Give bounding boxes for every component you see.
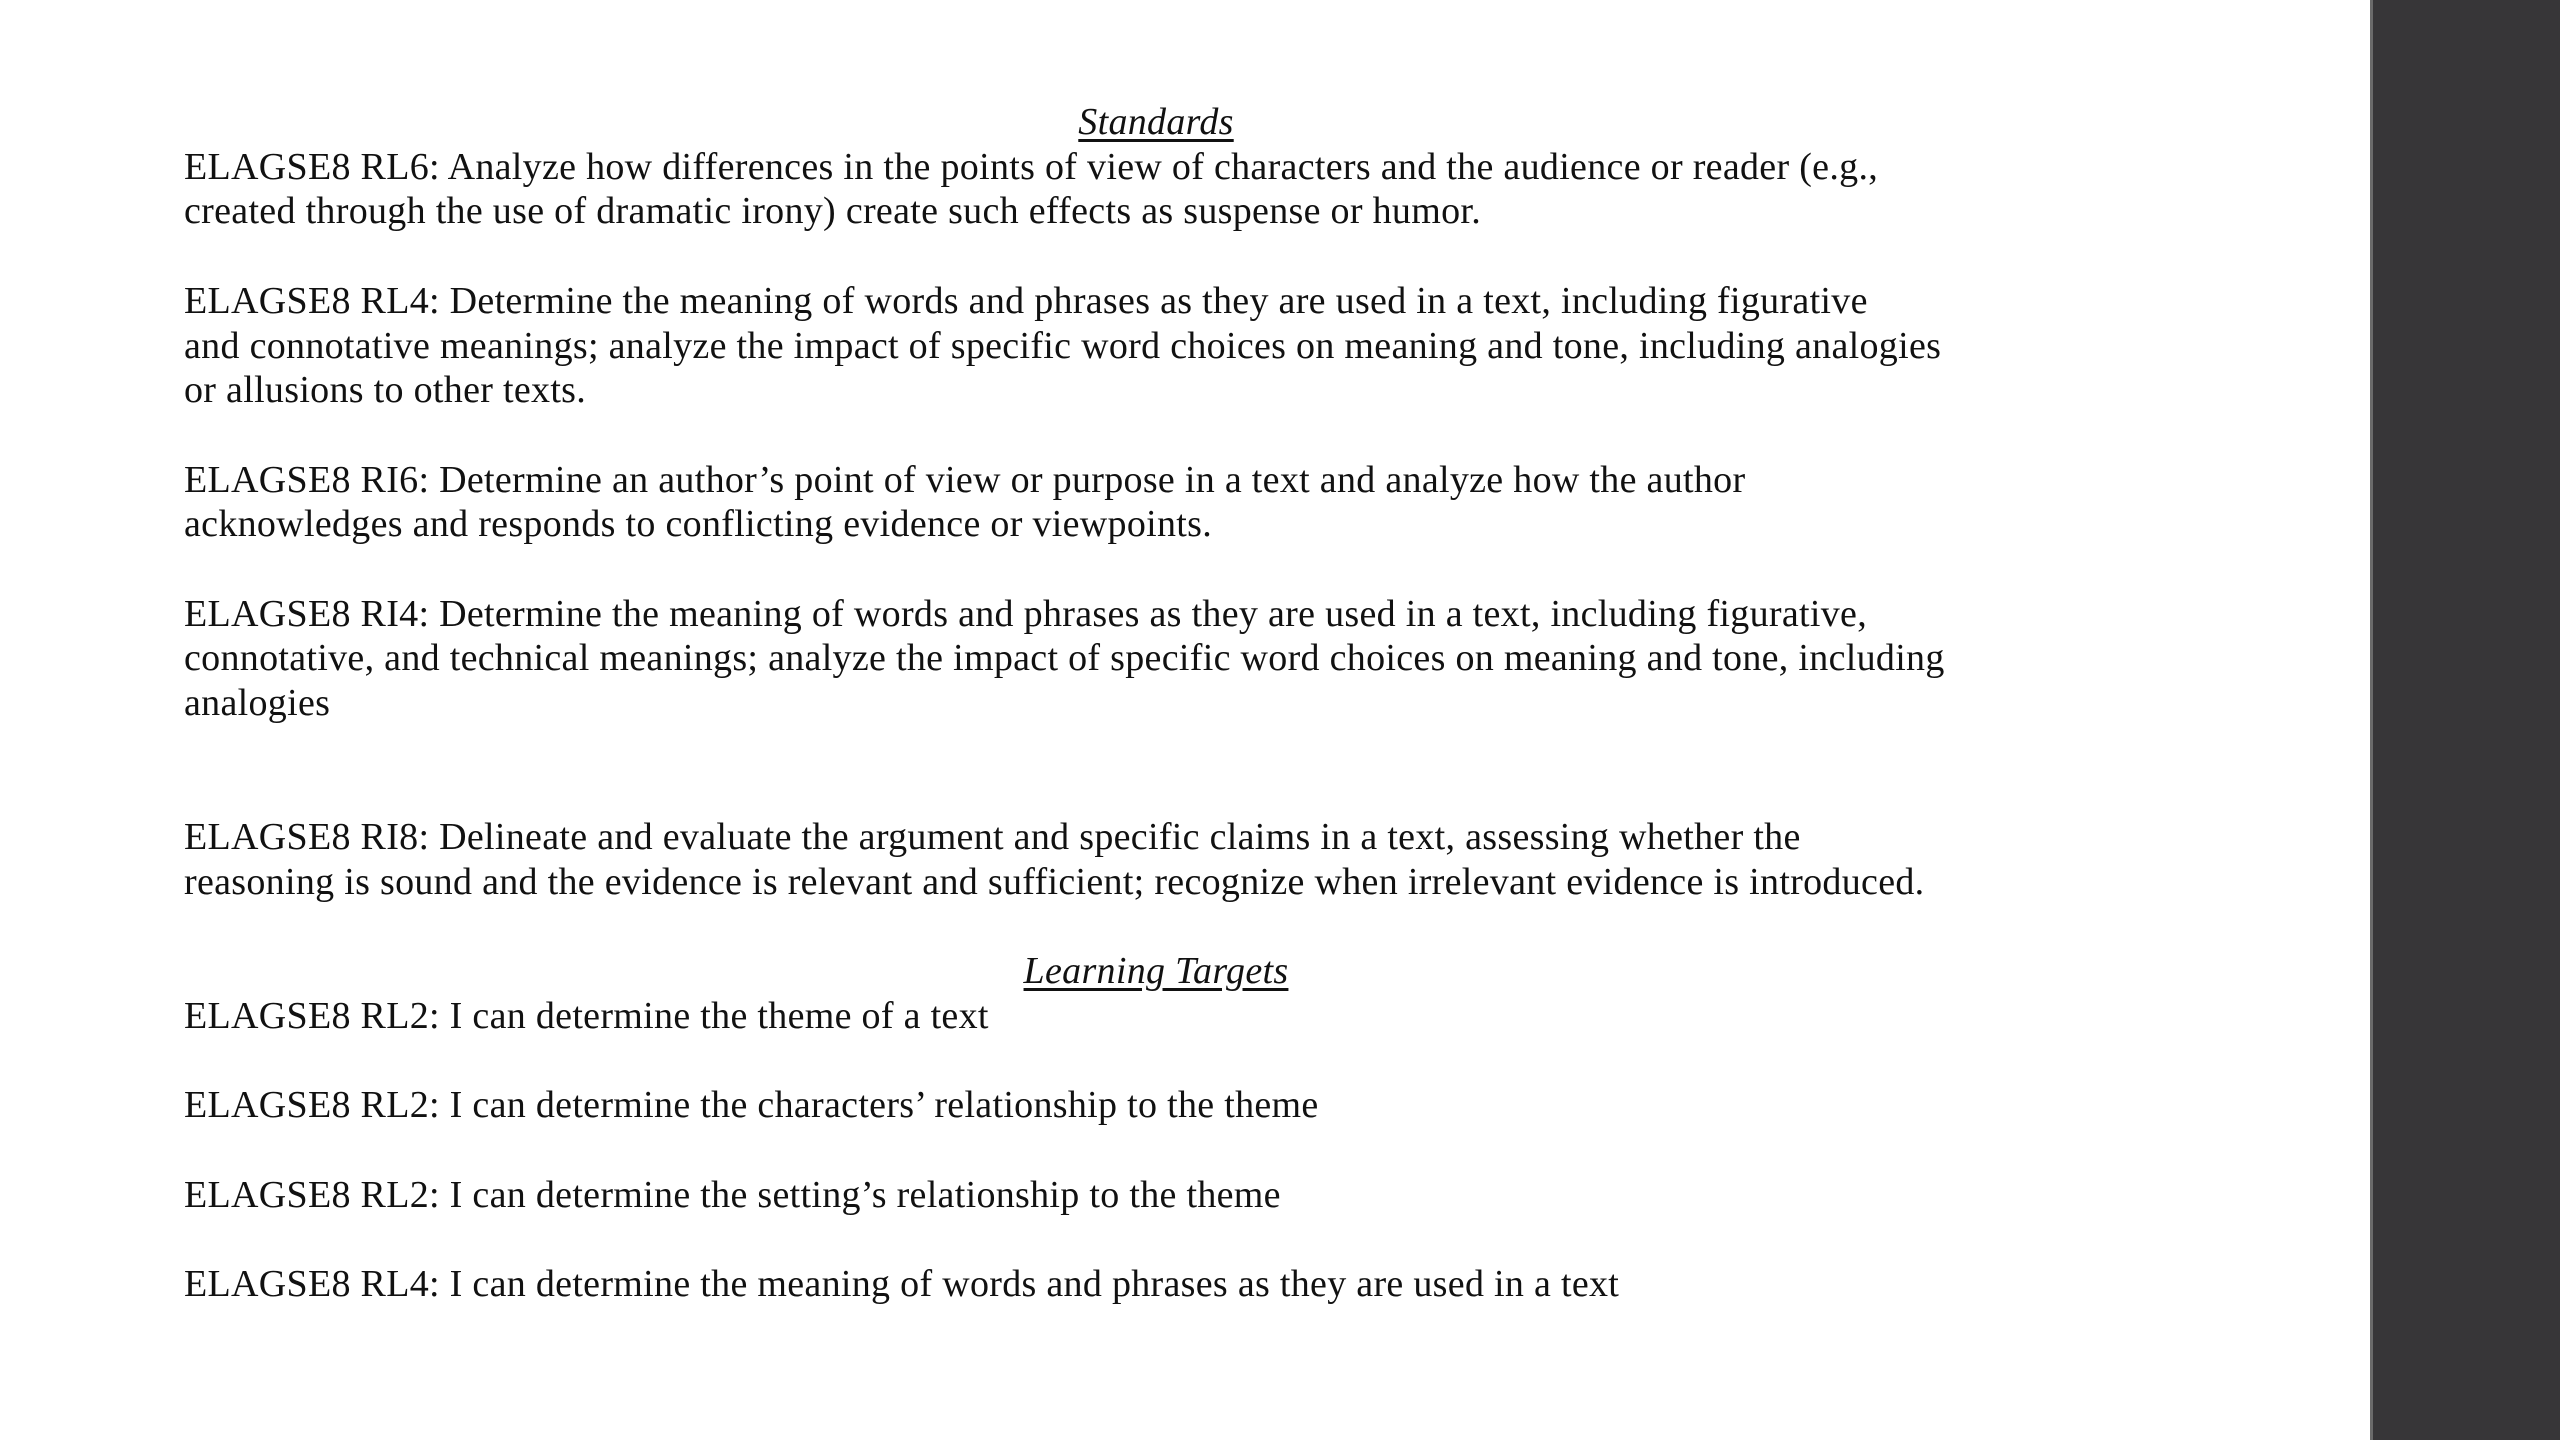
standards-heading: Standards (1078, 101, 1234, 143)
standard-line: acknowledges and responds to conflicting evidence or viewpoints. (184, 503, 1213, 546)
standard-line: connotative, and technical meanings; analyze the impact of specific word choices on meaning and tone, including (184, 637, 1945, 680)
standard-line: ELAGSE8 RI8: Delineate and evaluate the argument and specific claims in a text, assessing whether the (184, 816, 1801, 859)
standard-line: created through the use of dramatic irony) create such effects as suspense or humor. (184, 190, 1482, 233)
learning-target: ELAGSE8 RL2: I can determine the characters’ relationship to the theme (184, 1084, 1319, 1127)
learning-target: ELAGSE8 RL2: I can determine the setting’s relationship to the theme (184, 1173, 1281, 1216)
standard-ri8 (184, 815, 2344, 904)
learning-targets-heading: Learning Targets (1023, 950, 1289, 993)
standard-line: reasoning is sound and the evidence is relevant and sufficient; recognize when irrelevant evidence is introduced. (184, 860, 1925, 903)
standard-ri6 (184, 458, 2344, 547)
standard-line: ELAGSE8 RI4: Determine the meaning of words and phrases as they are used in a text, including figurative, (184, 592, 1867, 635)
standard-line: ELAGSE8 RL4: Determine the meaning of words and phrases as they are used in a text, including figurative (184, 279, 1868, 322)
standard-line: and connotative meanings; analyze the impact of specific word choices on meaning and tone, including analogies (184, 324, 1942, 367)
slide-content (184, 100, 2344, 1307)
learning-target: ELAGSE8 RL2: I can determine the theme of a text (184, 994, 989, 1037)
standard-rl6 (184, 145, 2344, 234)
side-panel (2370, 0, 2560, 1440)
standard-line: ELAGSE8 RL6: Analyze how differences in the points of view of characters and the audience or reader (e.g., (184, 145, 1879, 188)
standard-line: or allusions to other texts. (184, 369, 587, 412)
standard-line: analogies (184, 682, 331, 725)
learning-target: ELAGSE8 RL4: I can determine the meaning of words and phrases as they are used in a text (184, 1263, 1620, 1306)
standard-rl4 (184, 279, 2344, 413)
standard-ri4 (184, 592, 2344, 726)
standard-line: ELAGSE8 RI6: Determine an author’s point of view or purpose in a text and analyze how the author (184, 458, 1746, 501)
